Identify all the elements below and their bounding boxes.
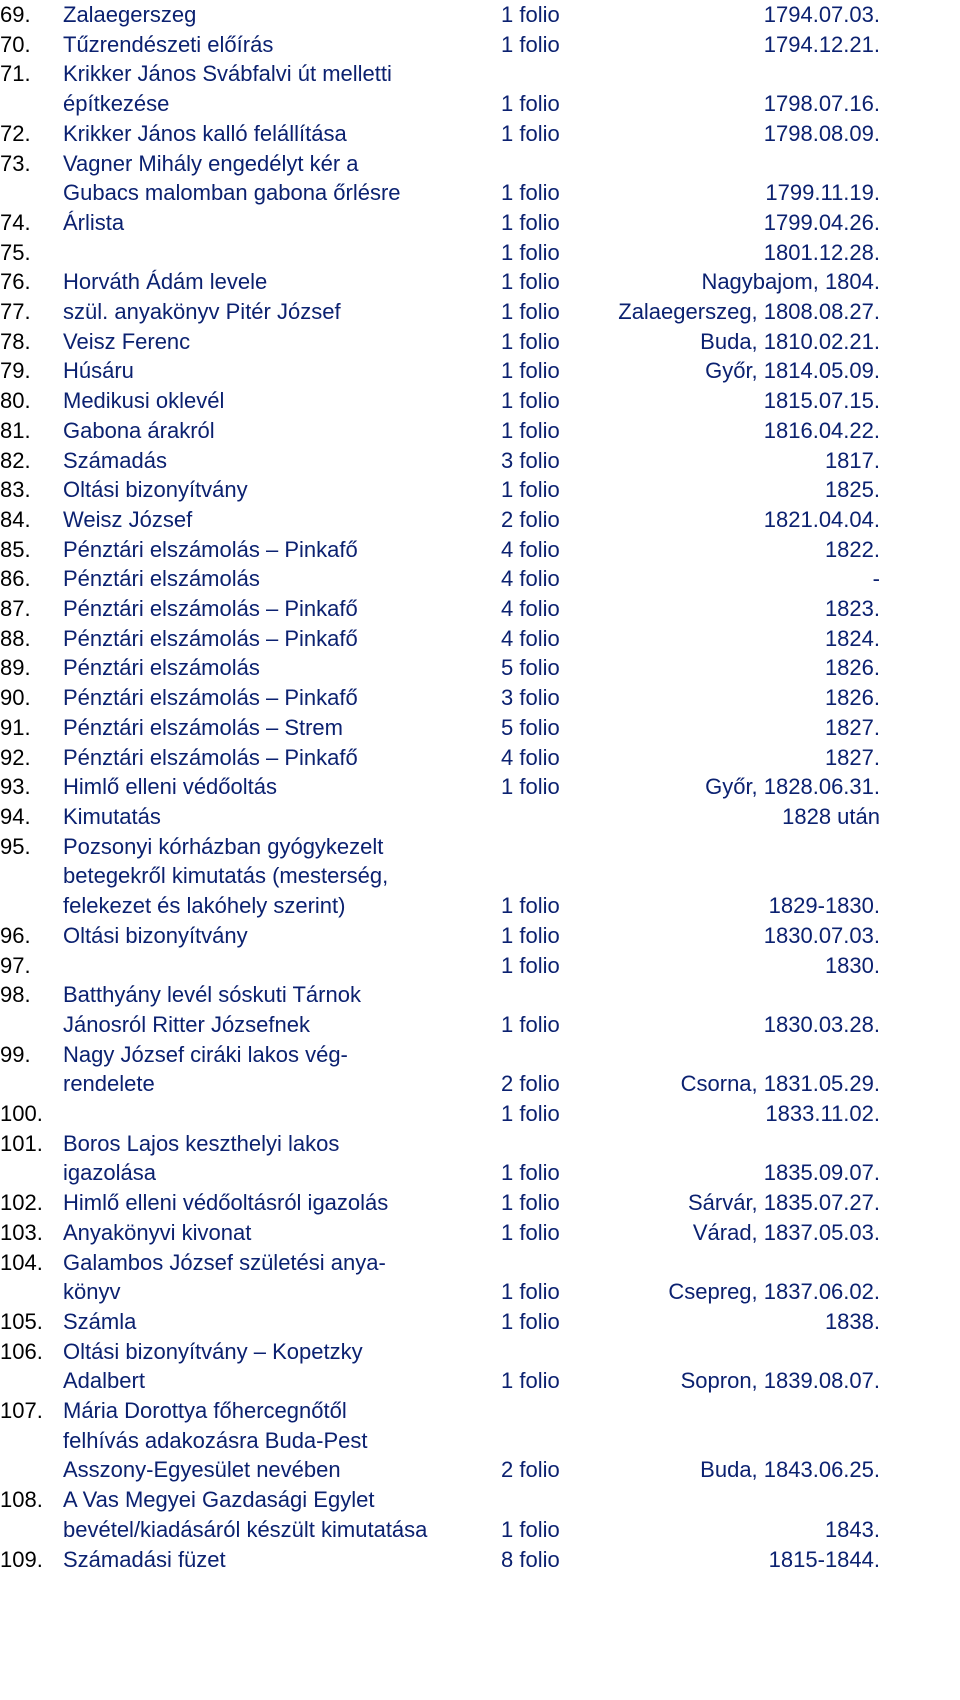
entry-details [501, 1307, 880, 1337]
entry-details [501, 30, 880, 60]
entry-date: 1835.09.07. [763, 1160, 880, 1186]
entry-date: 1829-1830. [768, 893, 880, 919]
entry-folio: 3 folio [501, 685, 560, 711]
entry-number: 102. [0, 1190, 43, 1216]
entry-row [0, 1218, 880, 1248]
entry-title: Krikker János kalló felállítása [63, 120, 347, 146]
entry-number: 69. [0, 2, 31, 27]
entry-title: Pénztári elszámolás [63, 655, 260, 681]
entry-folio: 1 folio [501, 269, 560, 295]
entry-date: 1824. [824, 625, 880, 651]
entry-date: 1815.07.15. [763, 388, 880, 414]
entry-row [0, 980, 880, 1039]
entry-row [0, 951, 880, 981]
entry-details [501, 505, 880, 535]
entry-row [0, 1248, 880, 1307]
entry-title: Pozsonyi kórházban gyógykezelt betegekről kimutatás (mesterség, felekezet és lakóhely szerint) [63, 833, 389, 919]
entry-number: 79. [0, 358, 31, 384]
entry-folio: 4 folio [501, 596, 560, 622]
entry-folio: 1 folio [501, 477, 560, 503]
entry-number: 77. [0, 299, 31, 325]
entry-details [501, 475, 880, 505]
entry-date: 1833.11.02. [765, 1101, 880, 1127]
entry-folio: 3 folio [501, 447, 560, 473]
entry-number: 84. [0, 506, 31, 532]
entry-details [501, 119, 880, 149]
entry-row [0, 1129, 880, 1188]
entry-number: 83. [0, 477, 31, 503]
entry-details [501, 1010, 880, 1040]
entry-row [0, 653, 880, 683]
entry-number: 81. [0, 417, 31, 443]
entry-number: 104. [0, 1249, 43, 1275]
entry-folio: 2 folio [501, 1457, 560, 1483]
entry-details [501, 416, 880, 446]
entry-title: Zalaegerszeg [63, 2, 197, 27]
entry-row [0, 594, 880, 624]
entry-folio: 1 folio [501, 209, 560, 235]
entry-number: 106. [0, 1338, 43, 1364]
entry-details [501, 921, 880, 951]
entry-number: 82. [0, 447, 31, 473]
entry-date: Sárvár, 1835.07.27. [687, 1190, 880, 1216]
entry-details [501, 1188, 880, 1218]
entry-folio: 1 folio [501, 774, 560, 800]
entry-date: Sopron, 1839.08.07. [680, 1368, 880, 1394]
entry-row [0, 30, 880, 60]
entry-number: 73. [0, 150, 31, 176]
entry-title: Árlista [63, 209, 125, 235]
entry-date: 1826. [824, 685, 880, 711]
entry-date: Buda, 1843.06.25. [700, 1457, 880, 1483]
entry-date: 1821.04.04. [763, 506, 880, 532]
entry-details [501, 1515, 880, 1545]
entry-row [0, 386, 880, 416]
entry-folio: 1 folio [501, 239, 560, 265]
entry-row [0, 416, 880, 446]
entry-details [501, 802, 880, 832]
entry-number: 95. [0, 833, 31, 859]
entry-title [63, 951, 501, 981]
entry-folio: 1 folio [501, 1219, 560, 1245]
entry-title: Oltási bizonyítvány [63, 477, 248, 503]
entry-details [501, 772, 880, 802]
entry-folio: 1 folio [501, 417, 560, 443]
entry-folio: 8 folio [501, 1546, 560, 1572]
entry-title: Medikusi oklevél [63, 388, 225, 414]
entry-number: 74. [0, 209, 31, 235]
entry-details [501, 386, 880, 416]
entry-date: 1822. [824, 536, 880, 562]
entry-details [501, 1277, 880, 1307]
entry-date: 1830. [824, 952, 880, 978]
entry-row [0, 564, 880, 594]
entry-folio: 1 folio [501, 952, 560, 978]
entry-date: 1799.11.19. [765, 180, 880, 206]
entry-title: Húsáru [63, 358, 134, 384]
entry-folio: 1 folio [501, 2, 560, 27]
entry-folio: 1 folio [501, 31, 560, 57]
entry-row [0, 535, 880, 565]
entry-title: Pénztári elszámolás – Pinkafő [63, 625, 358, 651]
entry-details [501, 297, 880, 327]
entry-title: Anyakönyvi kivonat [63, 1219, 252, 1245]
entry-folio: 1 folio [501, 1279, 560, 1305]
entry-number: 100. [0, 1101, 43, 1127]
entry-details [501, 89, 880, 119]
entry-details [501, 564, 880, 594]
entry-row [0, 1396, 880, 1485]
entry-date: 1830.03.28. [763, 1011, 880, 1037]
entry-details [501, 624, 880, 654]
entry-number: 91. [0, 714, 31, 740]
entry-number: 109. [0, 1546, 43, 1572]
entry-folio: 4 folio [501, 566, 560, 592]
entry-title: Gabona árakról [63, 417, 215, 443]
entry-date: 1798.08.09. [763, 120, 880, 146]
entry-details [501, 267, 880, 297]
entry-number: 97. [0, 952, 31, 978]
entry-folio: 1 folio [501, 120, 560, 146]
entry-title: Oltási bizonyítvány [63, 922, 248, 948]
entry-number: 89. [0, 655, 31, 681]
entry-number: 108. [0, 1487, 43, 1513]
entry-number: 98. [0, 982, 31, 1008]
entry-date: 1843. [824, 1516, 880, 1542]
entry-title: Galambos József születési anya- könyv [63, 1249, 386, 1305]
entry-folio: 4 folio [501, 744, 560, 770]
entry-date: Nagybajom, 1804. [701, 269, 880, 295]
entry-details [501, 1366, 880, 1396]
entry-details [501, 208, 880, 238]
entry-date: - [872, 566, 880, 592]
entry-title: Tűzrendészeti előírás [63, 31, 274, 57]
entry-number: 72. [0, 120, 31, 146]
entry-details [501, 1455, 880, 1485]
entry-title: Oltási bizonyítvány – Kopetzky Adalbert [63, 1338, 363, 1394]
entry-folio: 1 folio [501, 328, 560, 354]
entry-title: Számadási füzet [63, 1546, 226, 1572]
entry-number: 101. [0, 1130, 43, 1156]
entry-number: 87. [0, 596, 31, 622]
entry-row [0, 297, 880, 327]
entry-date: Buda, 1810.02.21. [700, 328, 880, 354]
entry-folio: 1 folio [501, 922, 560, 948]
entry-details [501, 356, 880, 386]
entry-date: 1815-1844. [768, 1546, 880, 1572]
entry-title: Weisz József [63, 506, 193, 532]
entry-title: Horváth Ádám levele [63, 269, 268, 295]
entry-number: 71. [0, 61, 31, 87]
entry-date: 1826. [824, 655, 880, 681]
entry-details [501, 713, 880, 743]
entry-folio: 5 folio [501, 655, 560, 681]
entry-row [0, 149, 880, 208]
entry-row [0, 743, 880, 773]
entry-title: Pénztári elszámolás – Pinkafő [63, 744, 358, 770]
entry-date: 1817. [824, 447, 880, 473]
entry-folio: 1 folio [501, 1308, 560, 1334]
entry-number: 92. [0, 744, 31, 770]
entry-title: Batthyány levél sóskuti Tárnok Jánosról Ritter Józsefnek [63, 982, 361, 1037]
entry-title: Krikker János Svábfalvi út melletti építkezése [63, 61, 392, 117]
entry-row [0, 208, 880, 238]
entry-number: 88. [0, 625, 31, 651]
entry-details [501, 653, 880, 683]
entry-folio: 1 folio [501, 91, 560, 117]
entry-date: 1816.04.22. [763, 417, 880, 443]
entry-date: 1828 után [782, 803, 880, 829]
entry-folio: 1 folio [501, 1101, 560, 1127]
entry-folio: 2 folio [501, 1071, 560, 1097]
entry-row [0, 267, 880, 297]
entry-date: Győr, 1828.06.31. [705, 774, 880, 800]
entry-title: Pénztári elszámolás – Strem [63, 714, 343, 740]
entry-date: Várad, 1837.05.03. [692, 1219, 880, 1245]
entry-folio: 1 folio [501, 1368, 560, 1394]
entry-date: 1825. [824, 477, 880, 503]
entry-details [501, 891, 880, 921]
entry-row [0, 0, 880, 30]
entry-folio: 1 folio [501, 388, 560, 414]
entry-date: 1827. [824, 714, 880, 740]
entry-title: Pénztári elszámolás – Pinkafő [63, 596, 358, 622]
entry-number: 75. [0, 239, 31, 265]
entry-folio: 4 folio [501, 625, 560, 651]
entry-folio: 1 folio [501, 358, 560, 384]
entry-number: 76. [0, 269, 31, 295]
entry-row [0, 356, 880, 386]
entry-title: Pénztári elszámolás – Pinkafő [63, 536, 358, 562]
entry-title: Mária Dorottya főhercegnőtől felhívás adakozásra Buda-Pest Asszony-Egyesület nevében [63, 1398, 368, 1483]
entry-row [0, 1337, 880, 1396]
entry-folio: 1 folio [501, 180, 560, 206]
entry-row [0, 475, 880, 505]
entry-title: Himlő elleni védőoltásról igazolás [63, 1190, 389, 1216]
entry-row [0, 505, 880, 535]
entry-number: 80. [0, 388, 31, 414]
entry-number: 105. [0, 1308, 43, 1334]
entry-row [0, 1099, 880, 1129]
entry-row [0, 59, 880, 118]
entry-row [0, 713, 880, 743]
entry-details [501, 1218, 880, 1248]
entry-number: 94. [0, 803, 31, 829]
entry-row [0, 772, 880, 802]
entry-folio: 1 folio [501, 1190, 560, 1216]
entry-title: Nagy József ciráki lakos vég- rendelete [63, 1041, 348, 1097]
entry-row [0, 1485, 880, 1544]
entry-folio: 1 folio [501, 1011, 560, 1037]
entry-row [0, 1188, 880, 1218]
entry-number: 99. [0, 1041, 31, 1067]
entry-row [0, 327, 880, 357]
entry-details [501, 238, 880, 268]
entry-date: Győr, 1814.05.09. [705, 358, 880, 384]
entry-details [501, 594, 880, 624]
entry-details [501, 1545, 880, 1575]
entry-title: Pénztári elszámolás – Pinkafő [63, 685, 358, 711]
entry-details [501, 535, 880, 565]
entry-folio: 1 folio [501, 1160, 560, 1186]
entry-row [0, 624, 880, 654]
entry-details [501, 951, 880, 981]
entry-row [0, 802, 880, 832]
entry-date: Csorna, 1831.05.29. [680, 1071, 880, 1097]
entry-details [501, 0, 880, 30]
entry-title: Himlő elleni védőoltás [63, 774, 277, 800]
entry-row [0, 119, 880, 149]
entry-date: 1794.07.03. [763, 2, 880, 27]
entry-details [501, 178, 880, 208]
entry-number: 78. [0, 328, 31, 354]
entry-details [501, 683, 880, 713]
entry-title: Számadás [63, 447, 167, 473]
entry-date: 1838. [824, 1308, 880, 1334]
entry-folio: 2 folio [501, 506, 560, 532]
entry-date: 1801.12.28. [763, 239, 880, 265]
entry-date: Zalaegerszeg, 1808.08.27. [618, 299, 880, 325]
entry-title: Számla [63, 1308, 137, 1334]
entry-number: 85. [0, 536, 31, 562]
entry-row [0, 921, 880, 951]
entry-row [0, 832, 880, 921]
entry-date: 1827. [824, 744, 880, 770]
entry-title [63, 238, 501, 268]
entry-date: 1799.04.26. [763, 209, 880, 235]
entry-title [63, 1099, 501, 1129]
entry-title: Vagner Mihály engedélyt kér a Gubacs malomban gabona őrlésre [63, 150, 401, 206]
entry-number: 70. [0, 31, 31, 57]
entry-title: Veisz Ferenc [63, 328, 191, 354]
entry-date: 1794.12.21. [763, 31, 880, 57]
entry-date: 1798.07.16. [763, 91, 880, 117]
entry-date: Csepreg, 1837.06.02. [668, 1279, 880, 1305]
entry-title: Kimutatás [63, 803, 161, 829]
entry-number: 90. [0, 685, 31, 711]
entry-number: 93. [0, 774, 31, 800]
entry-details [501, 1069, 880, 1099]
entry-number: 96. [0, 922, 31, 948]
entry-row [0, 1545, 880, 1575]
entry-folio: 1 folio [501, 1516, 560, 1542]
entry-title: szül. anyakönyv Pitér József [63, 299, 341, 325]
entry-row [0, 238, 880, 268]
entry-details [501, 743, 880, 773]
entry-details [501, 327, 880, 357]
entry-details [501, 446, 880, 476]
entry-folio: 5 folio [501, 714, 560, 740]
entry-row [0, 446, 880, 476]
entry-row [0, 683, 880, 713]
entry-details [501, 1158, 880, 1188]
entry-row [0, 1040, 880, 1099]
entry-number: 103. [0, 1219, 43, 1245]
entry-title: A Vas Megyei Gazdasági Egylet bevétel/kiadásáról készült kimutatása [63, 1487, 428, 1542]
entry-row [0, 1307, 880, 1337]
entry-folio: 1 folio [501, 893, 560, 919]
entry-title: Boros Lajos keszthelyi lakos igazolása [63, 1130, 340, 1186]
entry-number: 86. [0, 566, 31, 592]
entry-title: Pénztári elszámolás [63, 566, 260, 592]
entry-folio: 4 folio [501, 536, 560, 562]
entry-date: 1823. [824, 596, 880, 622]
entry-number: 107. [0, 1398, 43, 1424]
entry-details [501, 1099, 880, 1129]
entry-date: 1830.07.03. [763, 922, 880, 948]
entry-folio: 1 folio [501, 299, 560, 325]
